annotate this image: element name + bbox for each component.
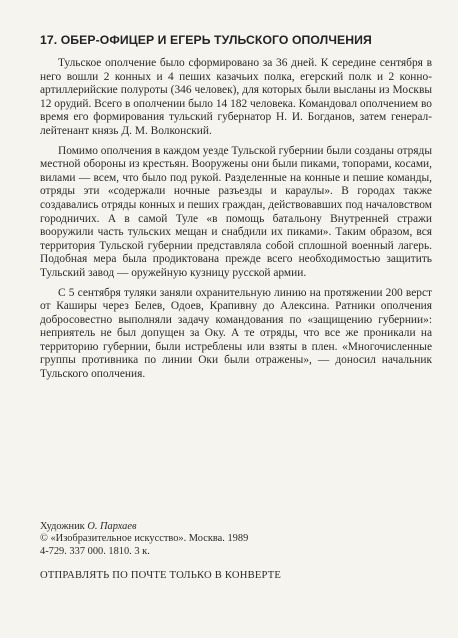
document-title: 17. ОБЕР-ОФИЦЕР И ЕГЕРЬ ТУЛЬСКОГО ОПОЛЧЕНИЯ (40, 33, 372, 47)
artist-name: О. Пархаев (87, 521, 137, 532)
print-codes: 4-729. 337 000. 1810. 3 к. (40, 545, 150, 557)
paragraph-2: Помимо ополчения в каждом уезде Тульской губернии были созданы отряды местной обороны из крестьян. Вооружены они были пиками, топорами, косами, вилами — всем, что было под рукой. Разделенные на конные и пешие команды, отряды эти «содержали ночные разъезды и караулы». В городах также создавались отряды конных и пеших граждан, действовавших под началовством городничих. А в самой Туле «в помощь батальону Внутренней стражи вооружили часть тульских мещан и снабдили их пиками». Таким образом, вся территория Тульской губернии представляла собой сплошной военный лагерь. Подобная мера была продиктована прежде всего необходимостью защитить Тульский завод — оружейную кузницу русской армии. (40, 144, 432, 279)
artist-credit (40, 521, 432, 533)
body-text (40, 57, 432, 388)
artist-prefix: Художник (40, 521, 88, 532)
imprint (40, 521, 432, 558)
publisher-line: © «Изобразительное искусство». Москва. 1989 (40, 533, 249, 545)
paragraph-1: Тульское ополчение было сформировано за 36 дней. К середине сентября в него вошли 2 конных и 4 пеших казачьих полка, егерский полк и 2 конно-артиллерийские полуроты (346 человек), для которых были высланы из Москвы 12 орудий. Всего в ополчении было 14 182 человека. Командовал ополчением во время его формирования тульский губернатор Н. И. Богданов, затем генерал-лейтенант князь Д. М. Волконский. (40, 57, 432, 137)
mail-notice: ОТПРАВЛЯТЬ ПО ПОЧТЕ ТОЛЬКО В КОНВЕРТЕ (40, 570, 282, 581)
paragraph-3: С 5 сентября туляки заняли охранительную линию на протяжении 200 верст от Каширы через Белев, Одоев, Крапивну до Алексина. Ратники ополчения добросовестно выполняли задачу командования по «защищению губернии»: неприятель не был допущен за Оку. А те отряды, что все же проникали на территорию губернии, были истреблены или взяты в плен. «Многочисленные группы противника по линии Оки были отражены», — доносил начальник Тульского ополчения. (40, 286, 432, 381)
